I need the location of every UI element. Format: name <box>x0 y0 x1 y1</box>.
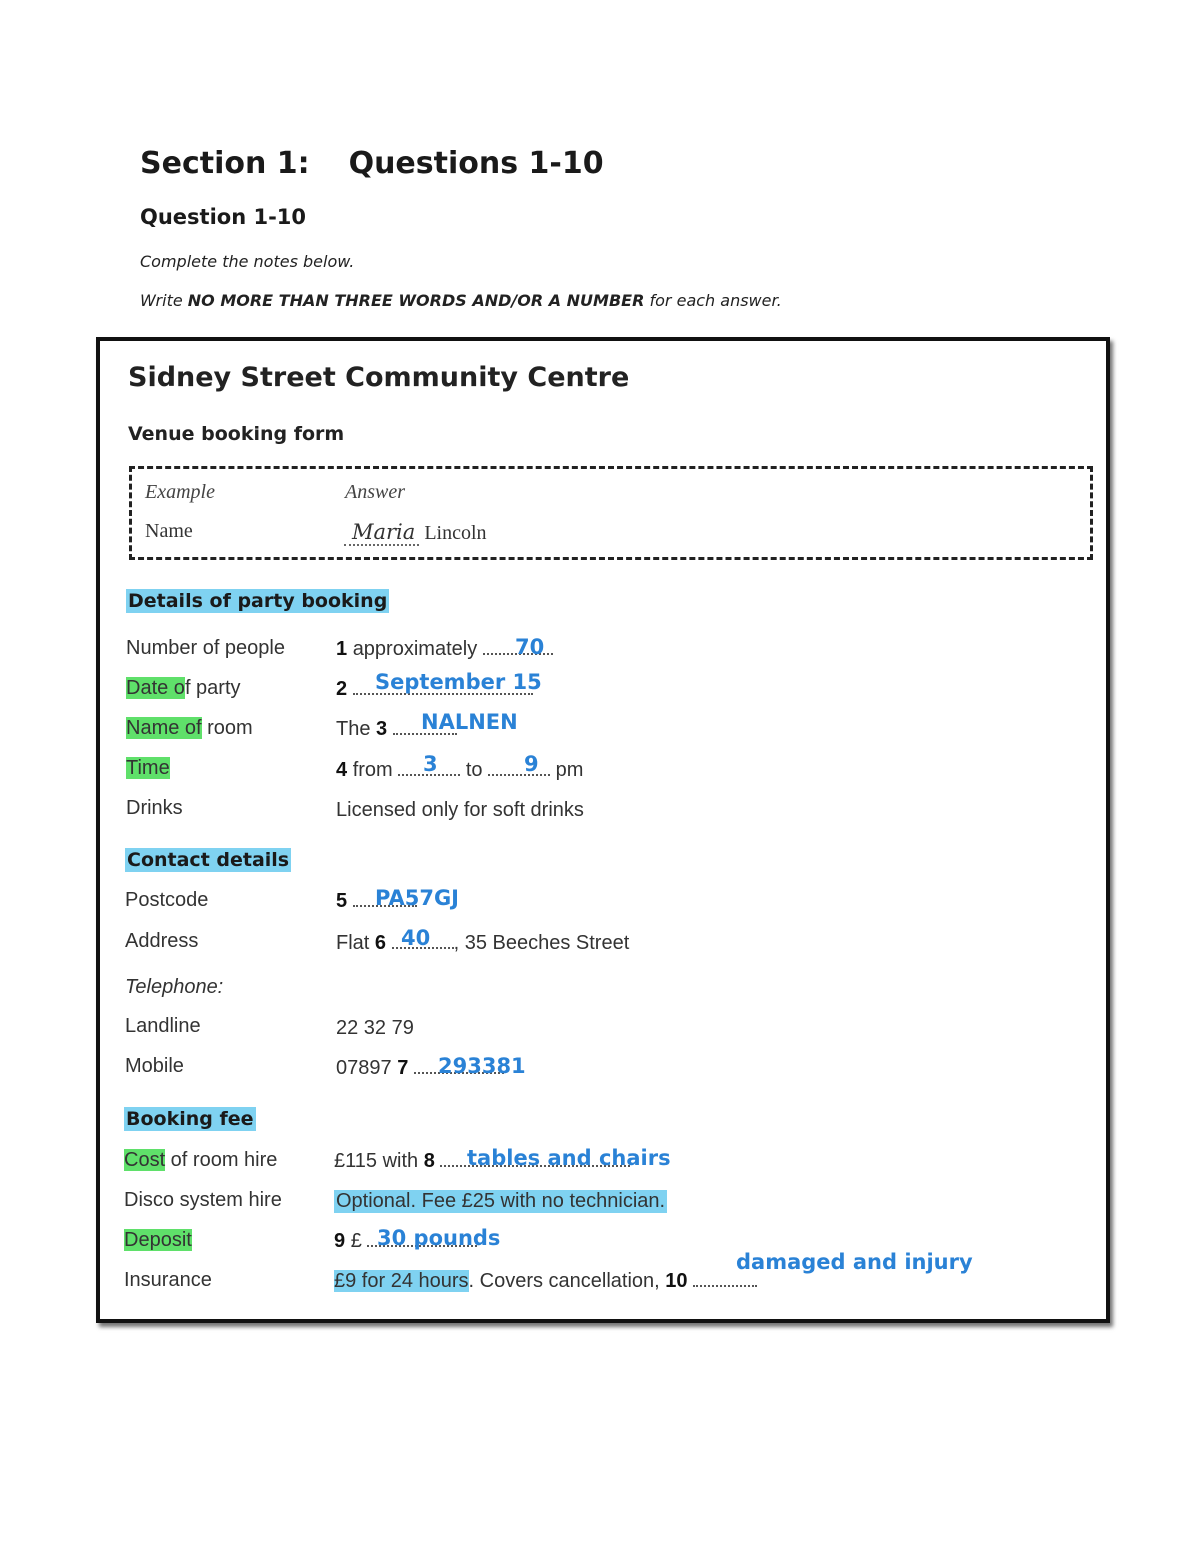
answer-5: PA57GJ <box>375 886 459 910</box>
value-postcode: 5 <box>336 890 417 913</box>
example-value <box>344 520 487 546</box>
form-title: Sidney Street Community Centre <box>128 362 630 393</box>
value-mobile: 07897 7 <box>336 1057 504 1080</box>
section-contact-details: Contact details <box>127 849 290 871</box>
answer-2: September 15 <box>375 670 542 694</box>
answer-10: damaged and injury <box>736 1250 973 1274</box>
section-party-details: Details of party booking <box>128 590 388 612</box>
section-title: Section 1: Questions 1-10 <box>140 146 604 181</box>
answer-7: 293381 <box>438 1054 526 1078</box>
value-insurance: £9 for 24 hours. Covers cancellation, 10 <box>334 1270 757 1293</box>
value-disco: Optional. Fee £25 with no technician. <box>336 1190 666 1212</box>
question-heading: Question 1-10 <box>140 205 307 229</box>
value-time: 4 from to pm <box>336 759 584 781</box>
example-handwritten: Maria <box>344 520 419 546</box>
instruction-complete: Complete the notes below. <box>140 252 355 271</box>
answer-9: 30 pounds <box>377 1226 501 1250</box>
example-printed: Lincoln <box>424 522 487 544</box>
label-date-of-party: Date of party <box>126 677 241 699</box>
label-mobile: Mobile <box>125 1055 184 1077</box>
value-number-of-people: 1 approximately <box>336 638 553 661</box>
label-address: Address <box>125 930 199 952</box>
form-subtitle: Venue booking form <box>128 423 345 445</box>
value-room: The 3 <box>336 718 457 741</box>
instruction-word-limit: Write NO MORE THAN THREE WORDS AND/OR A NUMBER for each answer. <box>140 291 782 310</box>
answer-3: NALNEN <box>421 710 518 734</box>
answer-1: 70 <box>515 635 545 659</box>
value-date: 2 <box>336 678 533 701</box>
label-postcode: Postcode <box>125 889 209 911</box>
answer-8: tables and chairs <box>467 1146 671 1170</box>
label-drinks: Drinks <box>126 797 183 819</box>
label-name-of-room: Name of room <box>126 717 253 739</box>
label-insurance: Insurance <box>124 1269 212 1291</box>
value-cost: £115 with 8 <box>334 1150 630 1173</box>
label-time: Time <box>126 757 170 779</box>
answer-6: 40 <box>401 926 431 950</box>
value-landline: 22 32 79 <box>336 1017 414 1039</box>
example-field: Name <box>145 520 193 542</box>
value-drinks: Licensed only for soft drinks <box>336 799 584 821</box>
section-booking-fee: Booking fee <box>126 1108 254 1130</box>
label-deposit: Deposit <box>124 1229 192 1251</box>
example-box <box>129 466 1093 560</box>
value-deposit: 9 £ <box>334 1230 477 1253</box>
label-landline: Landline <box>125 1015 201 1037</box>
section-range: Questions 1-10 <box>348 146 604 181</box>
answer-4-to: 9 <box>524 752 539 776</box>
label-disco-system-hire: Disco system hire <box>124 1189 282 1211</box>
answer-4-from: 3 <box>423 752 438 776</box>
label-telephone: Telephone: <box>125 976 224 998</box>
example-answer-label: Answer <box>345 481 405 503</box>
label-cost-of-room-hire: Cost of room hire <box>124 1149 278 1171</box>
value-address: Flat 6 , 35 Beeches Street <box>336 932 630 954</box>
label-number-of-people: Number of people <box>126 637 285 659</box>
example-label: Example <box>145 481 215 503</box>
